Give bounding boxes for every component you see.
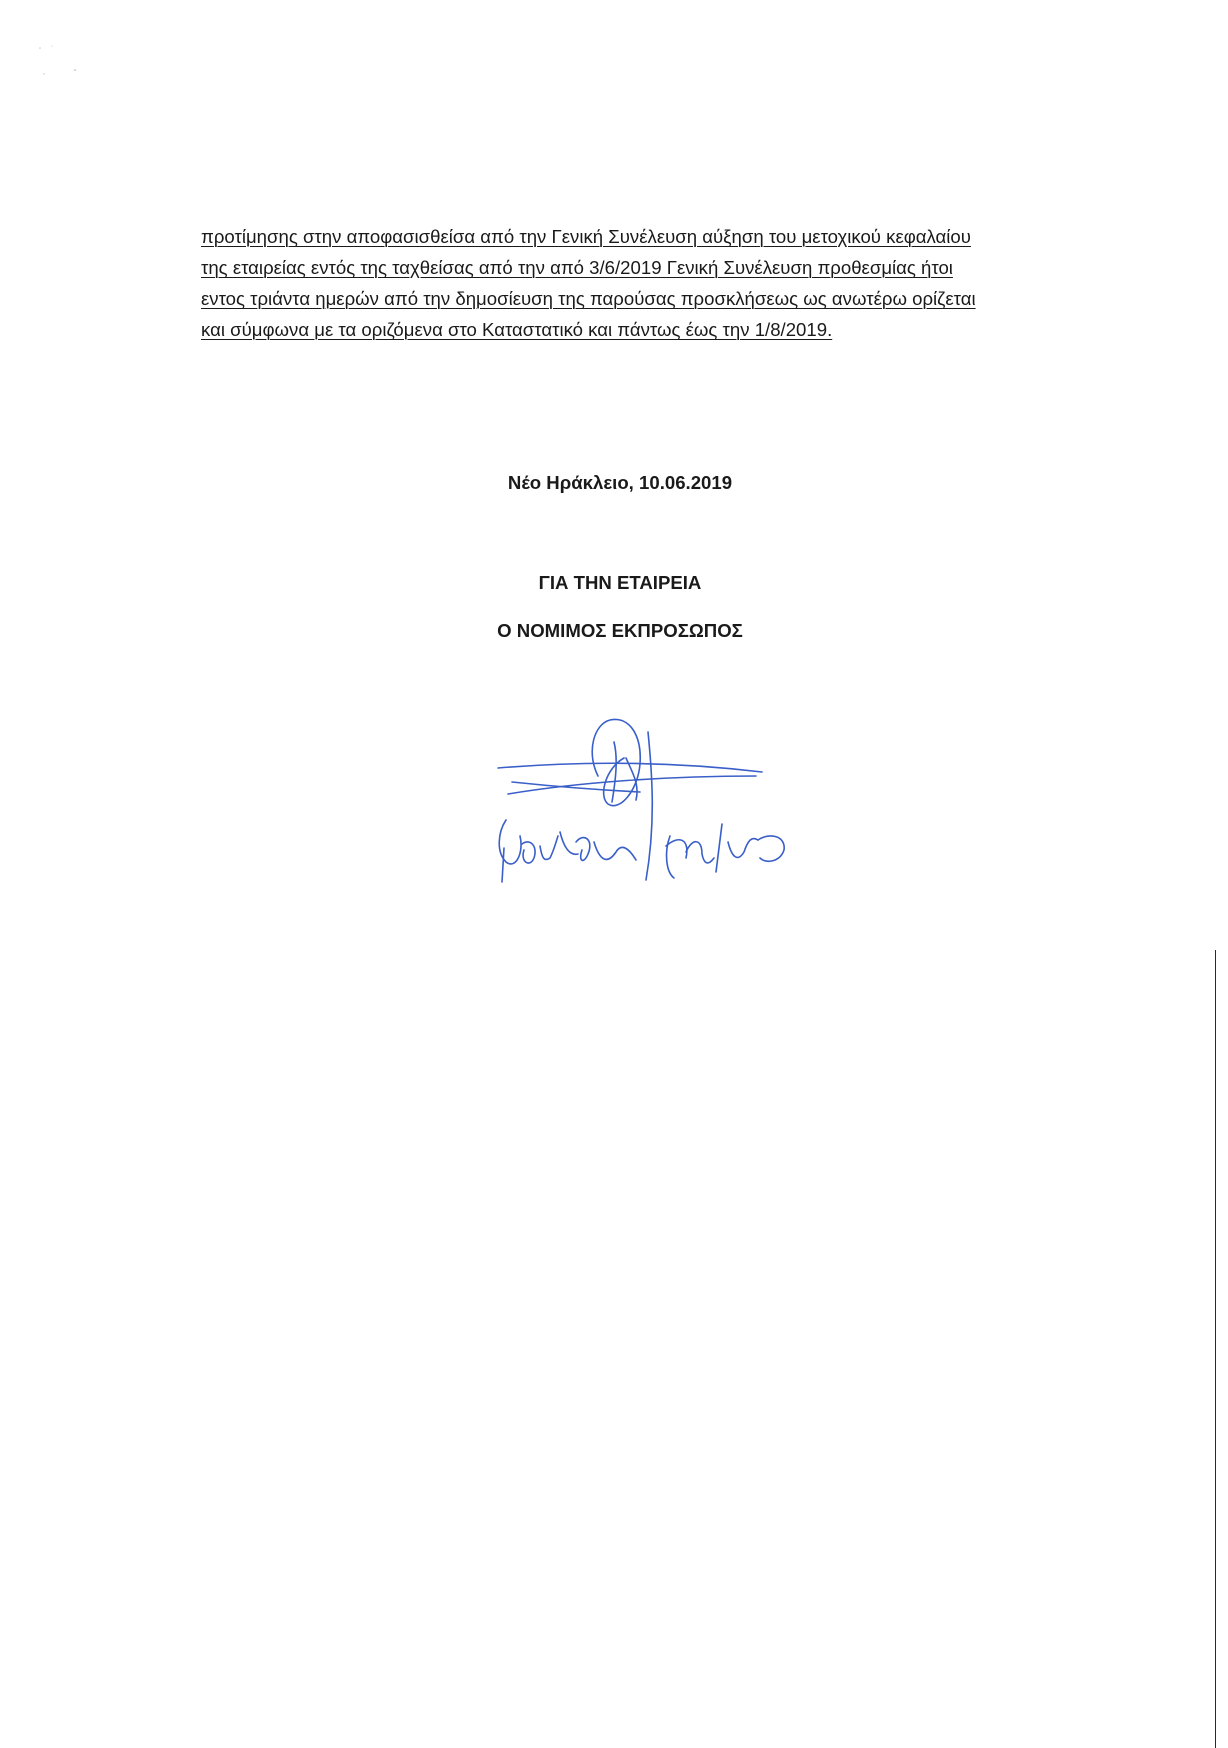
place-date: Νέο Ηράκλειο, 10.06.2019: [507, 472, 733, 493]
company-line: ΓΙΑ ΤΗΝ ΕΤΑΙΡΕΙΑ: [538, 572, 702, 593]
body-line: εντος τριάντα ημερών από την δημοσίευση της παρούσας προσκλήσεως ως ανωτέρω ορίζεται: [201, 288, 976, 309]
scan-edge-line: [1215, 950, 1216, 1748]
body-line: προτίμησης στην αποφασισθείσα από την Γενική Συνέλευση αύξηση του μετοχικού κεφαλαίου: [201, 226, 971, 247]
body-line: και σύμφωνα με τα οριζόμενα στο Καταστατικό και πάντως έως την 1/8/2019.: [201, 319, 833, 340]
scan-specks: [30, 40, 90, 80]
body-line: της εταιρείας εντός της ταχθείσας από την από 3/6/2019 Γενική Συνέλευση προθεσμίας ήτοι: [201, 257, 953, 278]
legal-representative-line: Ο ΝΟΜΙΜΟΣ ΕΚΠΡΟΣΩΠΟΣ: [497, 620, 743, 641]
signature-icon: [490, 712, 830, 892]
body-paragraph: [201, 221, 1076, 345]
